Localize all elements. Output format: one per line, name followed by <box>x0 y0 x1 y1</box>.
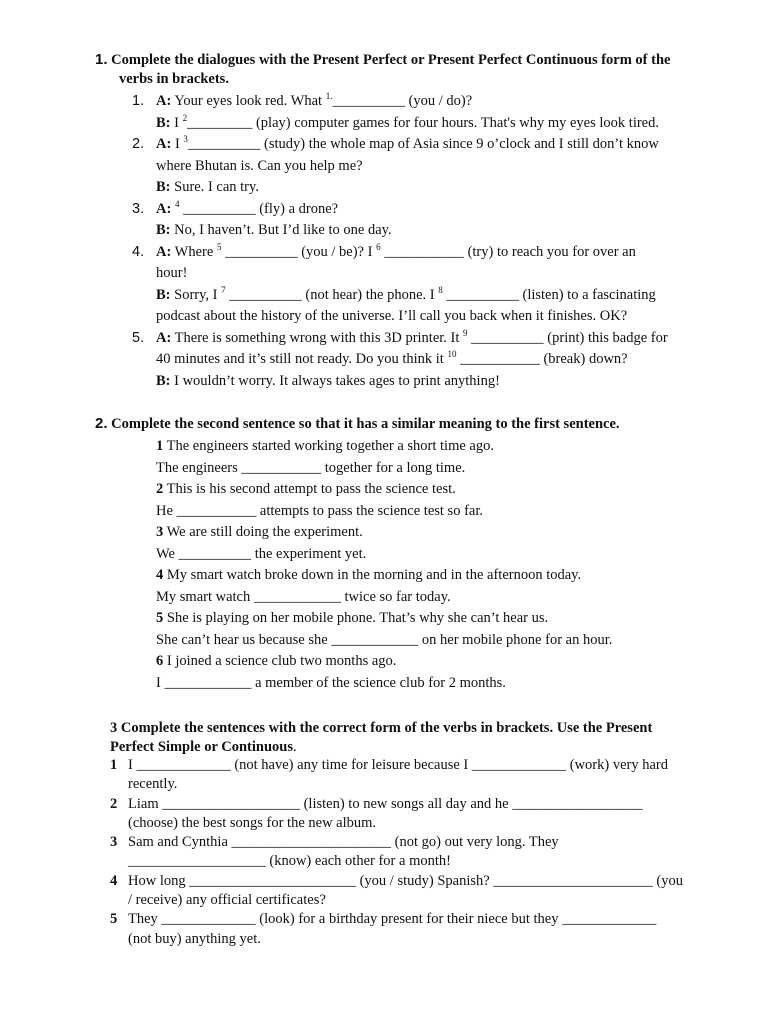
item-number: 4 <box>110 872 118 889</box>
dialogue-line <box>130 306 720 328</box>
speaker-label: A: <box>156 243 172 260</box>
exercise-3-line <box>110 872 720 891</box>
rewrite-sentence: The engineers ___________ together for a long time. <box>156 459 466 476</box>
exercise-3-line <box>110 756 720 775</box>
dialogue-text: 40 minutes and it’s still not ready. Do you think it <box>156 351 448 367</box>
sentence-text: I _____________ (not have) any time for leisure because I _____________ (work) very hard <box>128 757 668 773</box>
dialogue-text: I <box>171 136 184 152</box>
speaker-label: A: <box>156 136 172 152</box>
dialogue-line <box>130 349 720 371</box>
dialogue-number: 5. <box>132 329 145 346</box>
dialogue-line <box>130 177 720 199</box>
sentence-text: recently. <box>128 776 178 793</box>
exercise-3-line <box>110 910 720 929</box>
dialogue-text: podcast about the history of the universe. I’ll call you back when it finishes. OK? <box>156 308 628 324</box>
dialogue-line <box>130 199 720 221</box>
exercise-2-heading-text: Complete the second sentence so that it has a similar meaning to the first sentence. <box>111 416 620 432</box>
rewrite-sentence: My smart watch ____________ twice so far today. <box>156 588 451 605</box>
original-sentence <box>156 565 716 587</box>
exercise-1-dialogues <box>130 91 720 392</box>
dialogue-text: Sure. I can try. <box>170 179 259 195</box>
sentence-text: (not buy) anything yet. <box>128 930 261 947</box>
rewrite-sentence: He ___________ attempts to pass the science test so far. <box>156 502 483 519</box>
dialogue-line <box>130 220 720 242</box>
gap-number: 7 <box>221 284 226 295</box>
original-sentence <box>156 651 716 673</box>
exercise-2-number: 2. <box>95 415 108 432</box>
dialogue-text: Where <box>171 243 217 260</box>
dialogue-text: __________ (print) this badge for <box>467 329 668 346</box>
dialogue-line <box>130 91 720 113</box>
dialogue-text: __________ (not hear) the phone. I <box>225 286 439 303</box>
dialogue-text: No, I haven’t. But I’d like to one day. <box>170 222 392 238</box>
dialogue-text: ___________ (try) to reach you for over an <box>380 243 636 260</box>
item-number: 3 <box>110 834 118 851</box>
gap-number: 5 <box>216 241 222 252</box>
exercise-3-line <box>110 891 720 910</box>
rewrite-sentence: We __________ the experiment yet. <box>156 545 367 562</box>
dialogue-number: 4. <box>132 243 145 260</box>
exercise-1-heading-line-2: verbs in brackets. <box>119 70 229 87</box>
dialogue-text: __________ (fly) a drone? <box>179 200 339 217</box>
dialogue-text: There is something wrong with this 3D printer. It <box>171 329 464 346</box>
original-sentence <box>156 479 716 501</box>
exercise-3-line <box>110 814 720 833</box>
speaker-label: B: <box>156 114 171 131</box>
dialogue-text: __________ (listen) to a fascinating <box>442 286 656 303</box>
dialogue-line <box>130 156 720 178</box>
item-number: 1 <box>110 757 118 773</box>
sentence-text: How long _______________________ (you / study) Spanish? ______________________ (you <box>128 872 684 889</box>
sentence-text: They _____________ (look) for a birthday present for their niece but they _____________ <box>128 911 657 928</box>
dialogue-line <box>130 371 720 393</box>
dialogue-line <box>130 328 720 350</box>
item-number: 5 <box>110 911 118 928</box>
dialogue-text: Sorry, I <box>170 286 222 303</box>
original-sentence <box>156 608 716 630</box>
original-sentence <box>156 436 716 458</box>
dialogue-text: Your eyes look red. What <box>171 93 326 109</box>
gap-number: 3 <box>183 134 188 145</box>
gap-number: 6 <box>376 241 381 252</box>
gap-number: 1. <box>325 91 333 102</box>
dialogue-number: 3. <box>132 200 145 217</box>
gap-number: 4 <box>174 198 180 209</box>
exercise-1-heading-line-1: Complete the dialogues with the Present Perfect or Present Perfect Continuous form of the <box>111 52 671 68</box>
sentence-text: (choose) the best songs for the new album. <box>128 814 377 831</box>
rewrite-sentence: She can’t hear us because she ____________ on her mobile phone for an hour. <box>156 631 613 648</box>
dialogue-text: I <box>170 114 183 131</box>
dialogue-text: __________ (you / do)? <box>332 93 473 109</box>
dialogue-line <box>130 285 720 307</box>
gap-number: 2 <box>182 112 188 123</box>
dialogue-text: where Bhutan is. Can you help me? <box>156 157 363 174</box>
item-number: 3 <box>156 524 164 540</box>
exercise-3-heading <box>110 719 720 757</box>
sentence-text: She is playing on her mobile phone. That’s why she can’t hear us. <box>163 610 549 626</box>
item-number: 6 <box>156 653 164 669</box>
dialogue-text: _________ (play) computer games for four hours. That's why my eyes look tired. <box>187 114 659 131</box>
speaker-label: B: <box>156 179 171 195</box>
dialogue-text: __________ (you / be)? I <box>221 243 377 260</box>
original-sentence <box>156 522 716 544</box>
speaker-label: A: <box>156 329 172 346</box>
dialogue-line <box>130 263 720 285</box>
gap-number: 9 <box>463 327 468 338</box>
sentence-text: Sam and Cynthia ______________________ (not go) out very long. They <box>128 834 559 851</box>
sentence-text: We are still doing the experiment. <box>163 524 363 540</box>
speaker-label: A: <box>156 93 172 109</box>
gap-number: 8 <box>438 284 443 295</box>
speaker-label: B: <box>156 286 171 303</box>
dialogue-number: 2. <box>132 136 145 152</box>
dialogue-text: __________ (study) the whole map of Asia since 9 o’clock and I still don’t know <box>187 136 659 152</box>
sentence-text: My smart watch broke down in the morning and in the afternoon today. <box>163 567 582 583</box>
exercise-1-heading <box>95 51 735 88</box>
exercise-2-items <box>156 436 716 694</box>
sentence-text: This is his second attempt to pass the science test. <box>163 481 456 497</box>
sentence-text: I joined a science club two months ago. <box>163 653 397 669</box>
exercise-3-line <box>110 833 720 852</box>
dialogue-line <box>130 242 720 264</box>
dialogue-text: hour! <box>156 265 188 281</box>
speaker-label: A: <box>156 200 172 217</box>
item-number: 2 <box>156 481 164 497</box>
exercise-3-items <box>110 756 720 949</box>
gap-number: 10 <box>447 349 457 360</box>
dialogue-line <box>130 134 720 156</box>
exercise-3-heading-line-2: Perfect Simple or Continuous <box>110 739 293 755</box>
item-number: 1 <box>156 438 164 454</box>
rewrite-sentence: I ____________ a member of the science club for 2 months. <box>156 674 506 691</box>
item-number: 5 <box>156 610 164 626</box>
dialogue-text: I wouldn’t worry. It always takes ages to print anything! <box>170 372 500 389</box>
exercise-3-heading-period: . <box>293 739 297 755</box>
exercise-2-heading <box>95 415 620 433</box>
exercise-3-line <box>110 930 720 949</box>
sentence-text: Liam ___________________ (listen) to new songs all day and he __________________ <box>128 795 643 812</box>
item-number: 2 <box>110 795 118 812</box>
item-number: 4 <box>156 567 164 583</box>
dialogue-number: 1. <box>132 93 145 109</box>
dialogue-line <box>130 113 720 135</box>
exercise-3-line <box>110 852 720 871</box>
exercise-3-heading-line-1: 3 Complete the sentences with the correct form of the verbs in brackets. Use the Present <box>110 720 653 736</box>
exercise-3-line <box>110 775 720 794</box>
exercise-3-line <box>110 795 720 814</box>
sentence-text: / receive) any official certificates? <box>128 892 326 909</box>
sentence-text: ___________________ (know) each other for a month! <box>128 853 451 870</box>
speaker-label: B: <box>156 372 171 389</box>
speaker-label: B: <box>156 222 171 238</box>
exercise-1-number: 1. <box>95 51 108 68</box>
sentence-text: The engineers started working together a short time ago. <box>163 438 494 454</box>
dialogue-text: ___________ (break) down? <box>456 351 628 367</box>
